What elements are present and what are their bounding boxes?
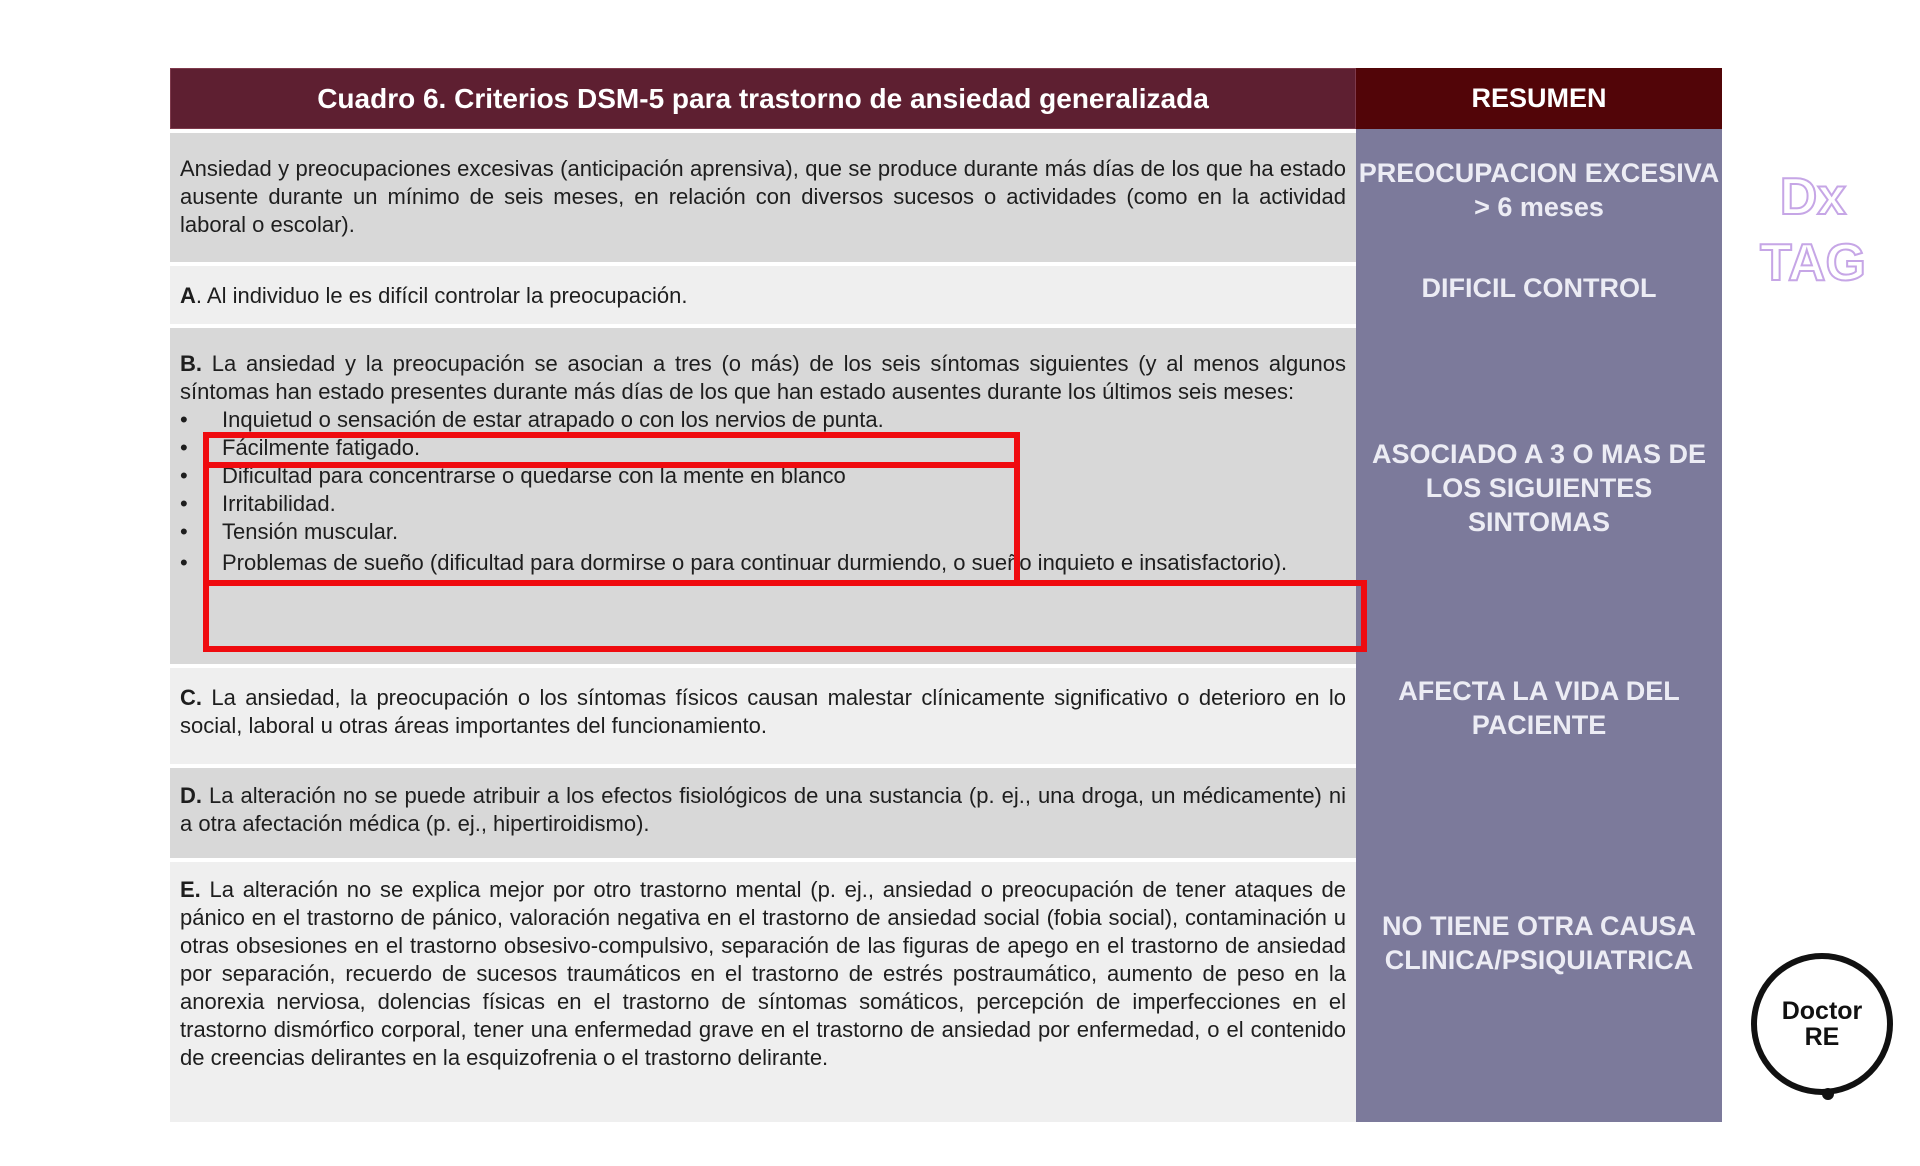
- criterion-c-text: La ansiedad, la preocupación o los síntomas físicos causan malestar clínicamente significativo o deterioro en lo social, laboral u otras áreas importantes del funcionamiento.: [180, 685, 1346, 738]
- dx-tag-line-1: Dx: [1779, 168, 1847, 226]
- logo-line-2: RE: [1804, 1023, 1840, 1051]
- criterion-a: [170, 262, 1356, 324]
- logo-dot-icon: [1822, 1088, 1834, 1100]
- symptom-item: • Fácilmente fatigado.: [180, 434, 1346, 462]
- criterion-e-letter: E.: [180, 877, 201, 902]
- criterion-b-letter: B.: [180, 351, 202, 376]
- symptom-item: • Inquietud o sensación de estar atrapado o con los nervios de punta.: [180, 406, 1346, 434]
- summary-header: RESUMEN: [1356, 68, 1722, 129]
- doctor-re-logo: [1751, 953, 1893, 1095]
- criterion-a-letter: A: [180, 283, 196, 308]
- dx-tag-label: [1748, 164, 1878, 296]
- table-title: Cuadro 6. Criterios DSM-5 para trastorno de ansiedad generalizada: [170, 68, 1356, 129]
- criterion-c: [170, 664, 1356, 764]
- summary-c: AFECTA LA VIDA DEL PACIENTE: [1398, 676, 1680, 740]
- symptom-item: • Problemas de sueño (dificultad para dormirse o para continuar durmiendo, o sueño inquieto e insatisfactorio).: [180, 549, 1346, 577]
- summary-b: ASOCIADO A 3 O MAS DE LOS SIGUIENTES SINTOMAS: [1371, 439, 1707, 537]
- criterion-intro-text: Ansiedad y preocupaciones excesivas (anticipación aprensiva), que se produce durante más días de los que ha estado ausente durante un mínimo de seis meses, en relación con diversos sucesos o actividades (como en la actividad laboral o escolar).: [180, 156, 1346, 237]
- criterion-intro: [170, 129, 1356, 262]
- criterion-d-letter: D.: [180, 783, 202, 808]
- highlight-box-symptom-6: [203, 580, 1367, 652]
- criterion-e: [170, 858, 1356, 1122]
- criterion-b-text: La ansiedad y la preocupación se asocian a tres (o más) de los seis síntomas siguientes (y al menos algunos síntomas han estado presentes durante más días de los que han estado ausentes durante los últimos seis meses:: [180, 351, 1346, 404]
- criterion-e-text: La alteración no se explica mejor por otro trastorno mental (p. ej., ansiedad o preocupación de tener ataques de pánico en el trastorno de pánico, valoración negativa en el trastorno de ansiedad social (fobia social), contaminación u otras obsesiones en el trastorno obsesivo-compulsivo, separación de las figuras de apego en el trastorno de ansiedad por separación, recuerdo de sucesos traumáticos en el trastorno de estrés postraumático, aumento de peso en la anorexia nerviosa, dolencias físicas en el trastorno de síntomas somáticos, percepción de imperfecciones en el trastorno dismórfico corporal, tener una enfermedad grave en el trastorno de ansiedad por enfermedad, o el contenido de creencias delirantes en la esquizofrenia o el trastorno delirante.: [180, 877, 1346, 1070]
- dx-tag-line-2: TAG: [1760, 234, 1866, 292]
- criterion-c-letter: C.: [180, 685, 202, 710]
- criterion-b-paragraph: [180, 350, 1346, 406]
- symptom-item: • Dificultad para concentrarse o quedarse con la mente en blanco: [180, 462, 1346, 490]
- criterion-d: [170, 764, 1356, 858]
- summary-a: DIFICIL CONTROL: [1421, 273, 1657, 303]
- criterion-d-text: La alteración no se puede atribuir a los efectos fisiológicos de una sustancia (p. ej., una droga, un médicamente) ni a otra afectación médica (p. ej., hipertiroidismo).: [180, 783, 1346, 836]
- summary-e: NO TIENE OTRA CAUSA CLINICA/PSIQUIATRICA: [1381, 911, 1696, 975]
- criterion-a-text: . Al individuo le es difícil controlar la preocupación.: [195, 283, 688, 308]
- summary-intro: PREOCUPACION EXCESIVA > 6 meses: [1358, 158, 1720, 222]
- logo-line-1: Doctor: [1781, 997, 1863, 1025]
- highlight-box-symptoms-2-5: [203, 462, 1020, 586]
- symptom-item: • Tensión muscular.: [180, 518, 1346, 546]
- symptom-item: • Irritabilidad.: [180, 490, 1346, 518]
